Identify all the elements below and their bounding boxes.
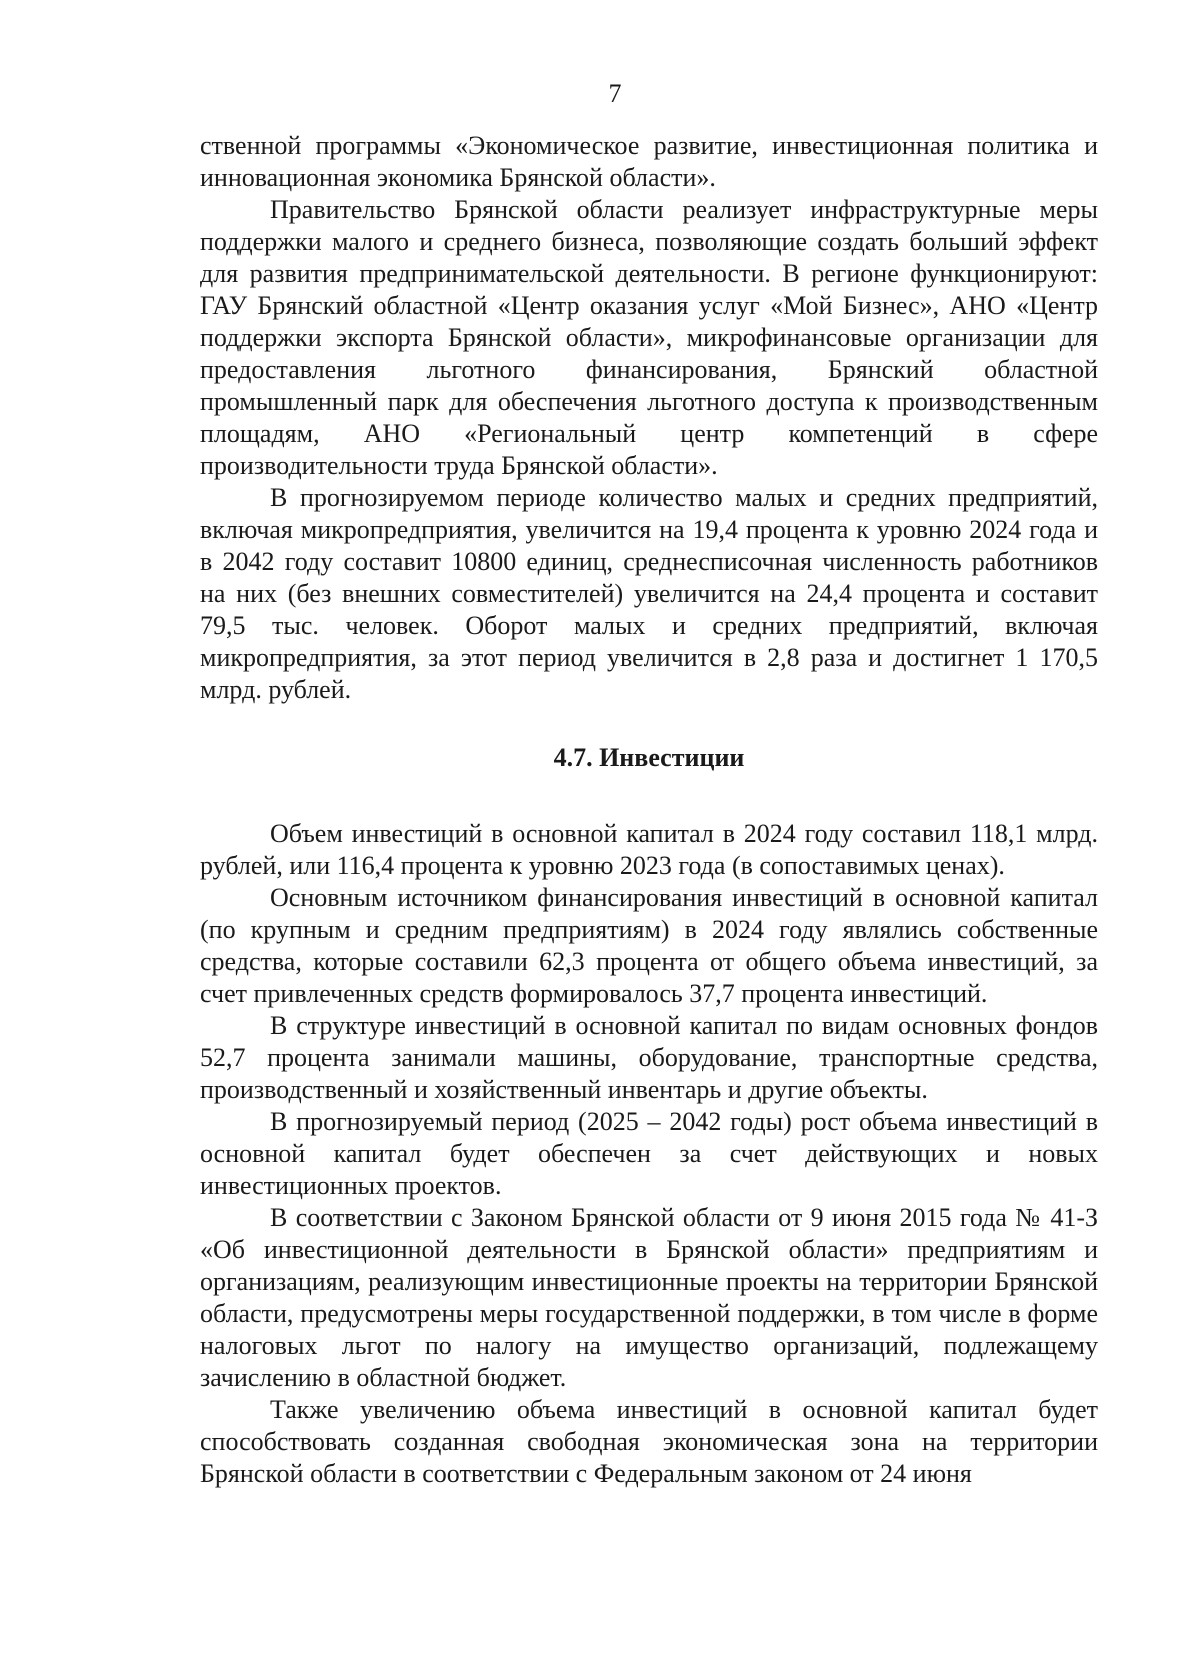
paragraph-sme-forecast: В прогнозируемом периоде количество малых и средних предприятий, включая микропредприятия, увеличится на 19,4 процента к уровню 2024 года и в 2042 году составит 10800 единиц, среднесписочная численность работников на них (без внешних совместителей) увеличится на 24,4 процента и составит 79,5 тыс. человек. Оборот малых и средних предприятий, включая микропредприятия, за этот период увеличится в 2,8 раза и достигнет 1 170,5 млрд. рублей. (200, 483, 1098, 704)
section-heading-investments: 4.7. Инвестиции (553, 743, 745, 772)
paragraph-investment-volume: Объем инвестиций в основной капитал в 2024 году составил 118,1 млрд. рублей, или 116,4 процента к уровню 2023 года (в сопоставимых ценах). (200, 819, 1098, 880)
paragraph-regional-law: В соответствии с Законом Брянской области от 9 июня 2015 года № 41-З «Об инвестиционной деятельности в Брянской области» предприятиям и организациям, реализующим инвестиционные проекты на территории Брянской области, предусмотрены меры государственной поддержки, в том числе в форме налоговых льгот по налогу на имущество организаций, подлежащему зачислению в областной бюджет. (200, 1203, 1098, 1392)
paragraph-forecast-growth: В прогнозируемый период (2025 – 2042 годы) рост объема инвестиций в основной капитал будет обеспечен за счет действующих и новых инвестиционных проектов. (200, 1107, 1098, 1200)
document-body (200, 130, 1098, 1490)
paragraph-continuation: ственной программы «Экономическое развитие, инвестиционная политика и инновационная экономика Брянской области». (200, 131, 1098, 192)
paragraph-infrastructure-support: Правительство Брянской области реализует инфраструктурные меры поддержки малого и среднего бизнеса, позволяющие создать больший эффект для развития предпринимательской деятельности. В регионе функционируют: ГАУ Брянский областной «Центр оказания услуг «Мой Бизнес», АНО «Центр поддержки экспорта Брянской области», микрофинансовые организации для предоставления льготного финансирования, Брянский областной промышленный парк для обеспечения льготного доступа к производственным площадям, АНО «Региональный центр компетенций в сфере производительности труда Брянской области». (200, 195, 1098, 480)
paragraph-economic-zone: Также увеличению объема инвестиций в основной капитал будет способствовать созданная свободная экономическая зона на территории Брянской области в соответствии с Федеральным законом от 24 июня (200, 1395, 1098, 1488)
page-number: 7 (608, 79, 622, 108)
paragraph-investment-structure: В структуре инвестиций в основной капитал по видам основных фондов 52,7 процента занимали машины, оборудование, транспортные средства, производственный и хозяйственный инвентарь и другие объекты. (200, 1011, 1098, 1104)
paragraph-financing-sources: Основным источником финансирования инвестиций в основной капитал (по крупным и средним предприятиям) в 2024 году являлись собственные средства, которые составили 62,3 процента от общего объема инвестиций, за счет привлеченных средств формировалось 37,7 процента инвестиций. (200, 883, 1098, 1008)
